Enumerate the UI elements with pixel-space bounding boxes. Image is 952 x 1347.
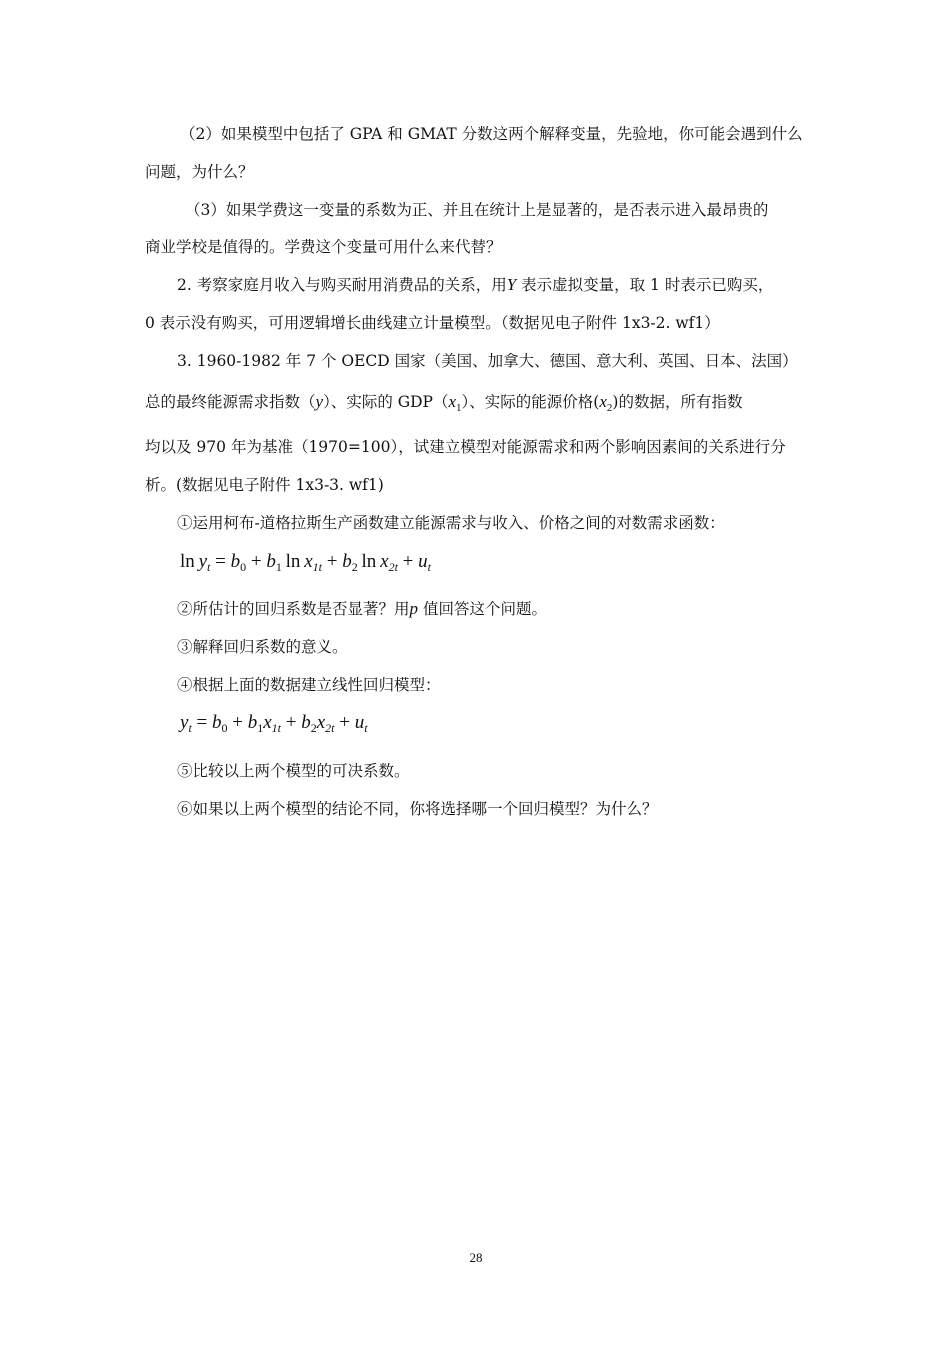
- exercise3-line-2: 总的最终能源需求指数（y）、实际的 $GDP(x_1)$、实际的能源价格$(x_2)$的数据，所有指数: [145, 392, 743, 414]
- exercise2-line-1: 2. 考察家庭月收入与购买耐用消费品的关系，用Y 表示虚拟变量，取 1 时表示已购买，: [177, 275, 774, 294]
- item-5: ⑤比较以上两个模型的可决系数。: [177, 762, 410, 780]
- exercise3-line-4: 析。(数据见电子附件 1x3-3. wf1): [145, 476, 384, 494]
- var-Y: Y: [506, 275, 517, 294]
- item-6: ⑥如果以上两个模型的结论不同，你将选择哪一个回归模型？为什么？: [177, 800, 658, 818]
- item-2: ②所估计的回归系数是否显著？用p 值回答这个问题。: [177, 599, 547, 618]
- exercise2-line-2: 0 表示没有购买，可用逻辑增长曲线建立计量模型。（数据见电子附件 1x3-2. wf1）: [145, 314, 720, 332]
- page-number: 28: [469, 1250, 483, 1265]
- exercise3-line-3: 均以及 970 年为基准（1970=100），试建立模型对能源需求和两个影响因素间的关系进行分: [145, 438, 786, 456]
- q3-line-1: （3）如果学费这一变量的系数为正、并且在统计上是显著的，是否表示进入最昂贵的: [185, 201, 769, 219]
- item-4: ④根据上面的数据建立线性回归模型：: [177, 676, 441, 694]
- item-3: ③解释回归系数的意义。: [177, 638, 348, 656]
- log-equation: $\ln y_t = b_0 + b_1$ $\ln x_{1t} + b_2$ $\ln x_{2t} + u_t$: [180, 551, 431, 574]
- q2-line-1: （2）如果模型中包括了 GPA 和 GMAT 分数这两个解释变量，先验地，你可能会遇到什么: [180, 125, 803, 143]
- q3-line-2: 商业学校是值得的。学费这个变量可用什么来代替？: [145, 238, 502, 256]
- linear-equation: $y_t = b_0 + b_1x_{1t} + b_2x_{2t} + u_t$: [180, 712, 368, 735]
- item-1: ①运用柯布-道格拉斯生产函数建立能源需求与收入、价格之间的对数需求函数：: [177, 514, 725, 532]
- exercise3-line-1: 3. 1960-1982 年 7 个 OECD 国家（美国、加拿大、德国、意大利、英国、日本、法国）: [177, 352, 798, 370]
- q2-line-2: 问题，为什么？: [145, 163, 254, 181]
